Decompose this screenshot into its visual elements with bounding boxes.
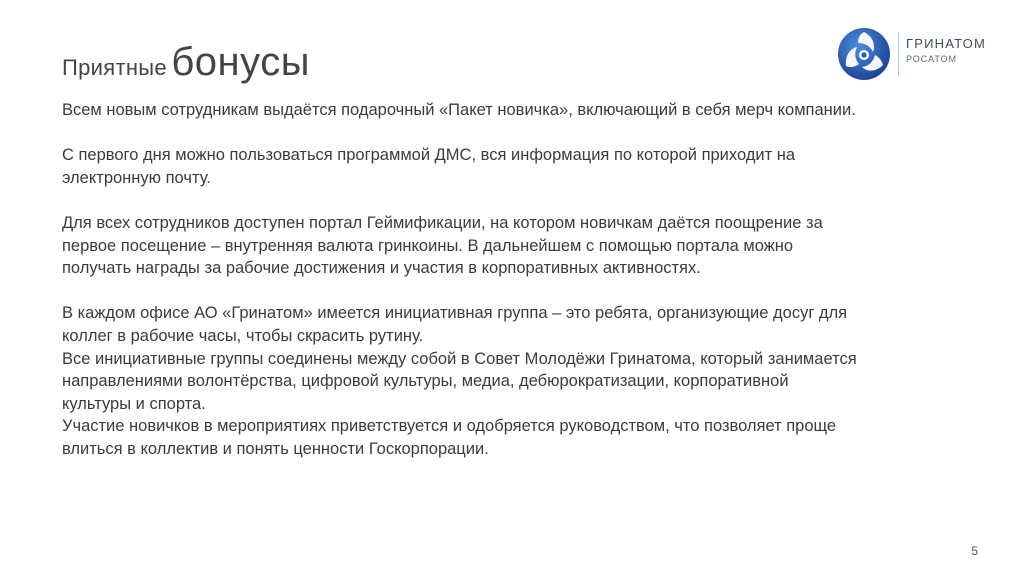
page-number: 5 <box>971 544 978 558</box>
logo-parent-name: РОСАТОМ <box>906 54 957 64</box>
paragraph-dms: С первого дня можно пользоваться программой ДМС, вся информация по которой приходит на электронную почту. <box>62 146 796 187</box>
paragraph-initiative-group: В каждом офисе АО «Гринатом» имеется инициативная группа – это ребята, организующие досуг для коллег в рабочие часы, чтобы скрасить рутину. <box>62 304 848 345</box>
paragraph-youth-council: Все инициативные группы соединены между собой в Совет Молодёжи Гринатома, который занимается направлениями волонтёрства, цифровой культуры, медиа, дебюрократизации, корпоративной культуры и спорта. <box>62 349 857 413</box>
company-logo <box>836 26 996 82</box>
title-big-word: бонусы <box>171 40 310 84</box>
atom-logo-icon <box>836 26 892 82</box>
paragraph-participation: Участие новичков в мероприятиях приветствуется и одобряется руководством, что позволяет проще влиться в коллектив и понять ценности Госкорпорации. <box>62 417 837 458</box>
logo-divider <box>898 32 899 76</box>
slide-title <box>62 40 310 85</box>
title-light-word: Приятные <box>62 55 167 80</box>
slide-body <box>62 99 862 461</box>
paragraph-gamification: Для всех сотрудников доступен портал Геймификации, на котором новичкам даётся поощрение за первое посещение – внутренняя валюта гринкоины. В дальнейшем с помощью портала можно получать награды за рабочие достижения и участия в корпоративных активностях. <box>62 213 823 278</box>
paragraph-welcome-pack: Всем новым сотрудникам выдаётся подарочный «Пакет новичка», включающий в себя мерч компании. <box>62 101 856 119</box>
logo-company-name: ГРИНАТОМ <box>906 36 986 51</box>
